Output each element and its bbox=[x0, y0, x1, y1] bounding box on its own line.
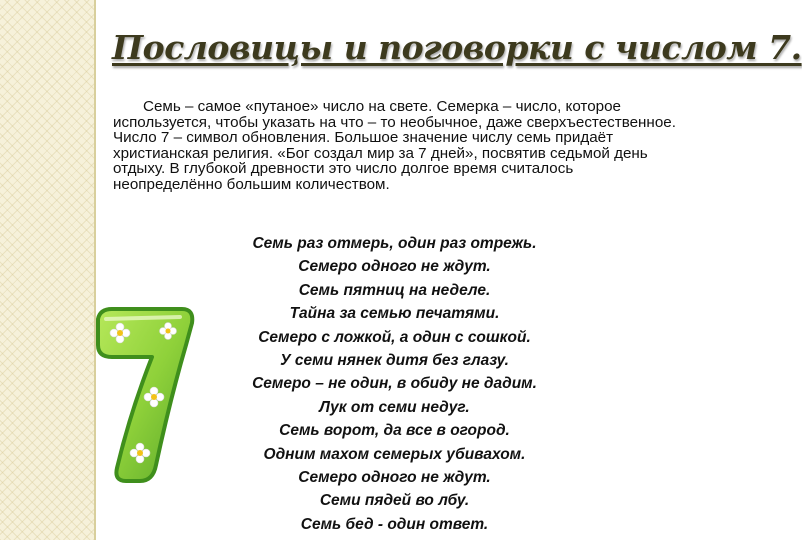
intro-paragraph: Семь – самое «путаное» число на свете. Семерка – число, которое используется, чтобы указать на что – то необычное, даже сверхъестественное. Число 7 – символ обновления. Большое значение числу семь придаёт христианская религия. «Бог создал мир за 7 дней», посвятив седьмой день отдыху. В глубокой древности это число долгое время считалось неопределённо большим количеством. bbox=[113, 98, 676, 193]
proverb-line: Семь бед - один ответ. bbox=[300, 515, 489, 533]
proverb-line: Семь пятниц на неделе. bbox=[298, 281, 491, 299]
proverb-line: Семь раз отмерь, один раз отрежь. bbox=[252, 235, 537, 252]
proverb-line: У семи нянек дитя без глазу. bbox=[280, 352, 509, 370]
number-seven-image bbox=[90, 305, 200, 490]
decorative-side-band bbox=[0, 0, 94, 540]
proverb-line: Семь ворот, да все в огород. bbox=[279, 422, 510, 440]
proverb-list bbox=[212, 232, 577, 536]
proverb-line: Семи пядей во лбу. bbox=[319, 492, 470, 510]
proverb-line: Семеро одного не ждут. bbox=[298, 469, 491, 487]
slide-title: Пословицы и поговорки с числом 7. bbox=[112, 28, 802, 67]
proverb-line: Одним махом семерых убивахом. bbox=[263, 445, 526, 463]
proverb-line: Семеро одного не ждут. bbox=[298, 258, 491, 276]
proverb-line: Семеро с ложкой, а один с сошкой. bbox=[258, 328, 531, 346]
proverb-line: Тайна за семью печатями. bbox=[289, 305, 500, 323]
proverb-line: Лук от семи недуг. bbox=[319, 398, 470, 416]
proverb-line: Семеро – не один, в обиду не дадим. bbox=[252, 375, 537, 393]
